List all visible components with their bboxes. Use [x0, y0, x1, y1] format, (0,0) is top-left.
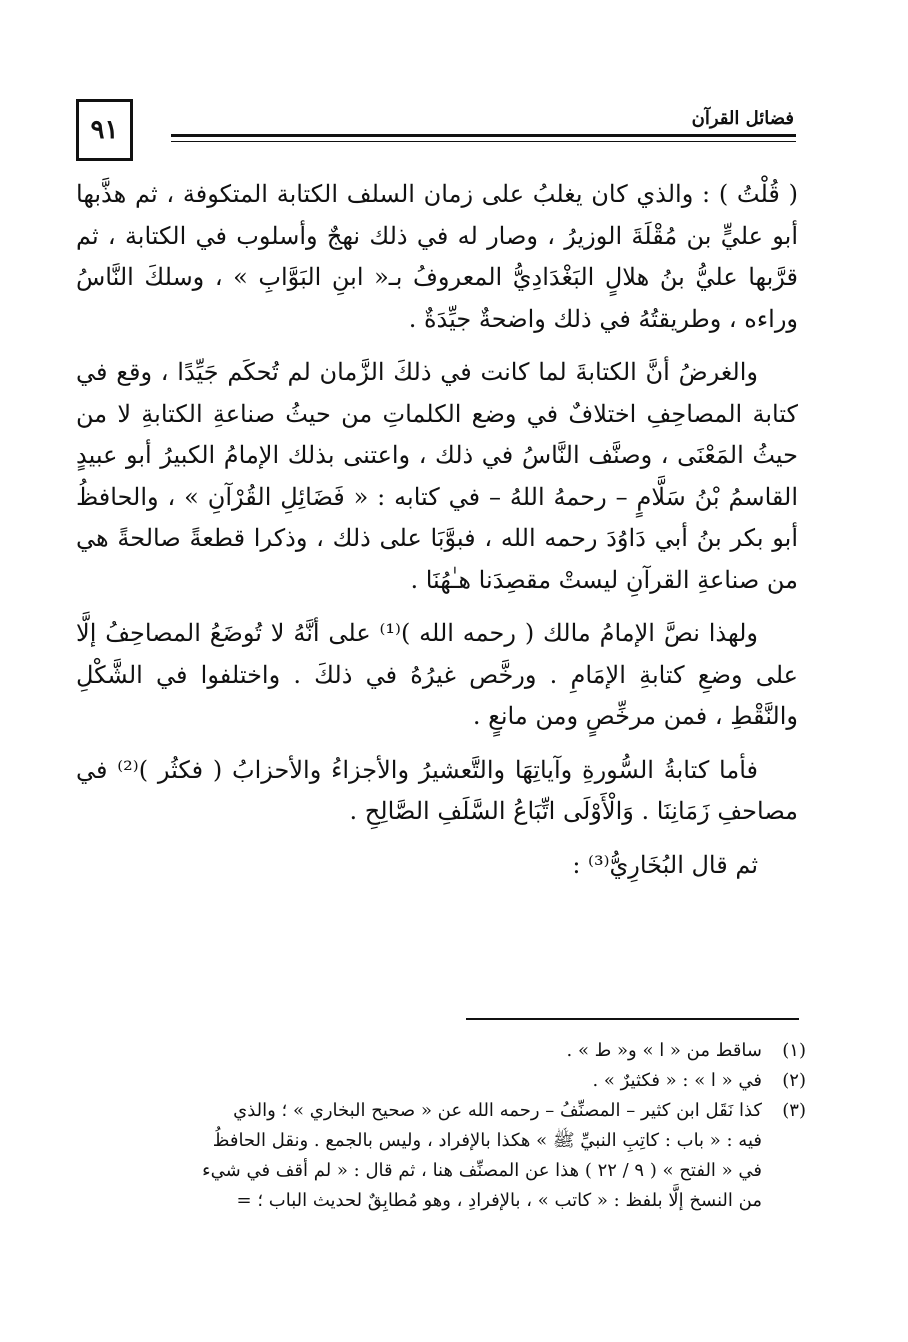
running-title: فضائل القرآن — [691, 108, 794, 129]
footnote-line: من النسخ إلَّا بلفظ : « كاتب » ، بالإفرادِ ، وهو مُطابِقٌ لحديث الباب ؛ = — [236, 1190, 762, 1211]
paragraph-1: ( قُلْتُ ) : والذي كان يغلبُ على زمان السلف الكتابة المتكوفة ، ثم هذَّبها أبو عليٍّ بن مُقْلَةَ الوزيرُ ، وصار له في ذلك نهجٌ وأسلوب في الكتابة ، ثم قرَّبها عليُّ بنُ هلالٍ البَغْدَادِيُّ المعروفُ بـ« ابنِ البَوَّابِ » ، وسلكَ النَّاسُ وراءه ، وطريقتُهُ في ذلك واضحةٌ جيِّدَةٌ . — [76, 180, 798, 333]
footnote-text — [76, 1096, 762, 1216]
footnote-text — [76, 1066, 762, 1096]
footnote-line: في « الفتح » ( ٩ / ٢٢ ) هذا عن المصنِّف هنا ، ثم قال : « لم أقف في شيء — [202, 1160, 762, 1181]
header-rule-thick — [171, 134, 796, 137]
paragraph-3: ولهذا نصَّ الإمامُ مالك ( رحمه الله )⁽¹⁾ على أنَّهُ لا تُوضَعُ المصاحِفُ إلَّا على وضعِ كتابةِ الإمَامِ . ورخَّص غيرُهُ في ذلكَ . واختلفوا في الشَّكْلِ والنَّقْطِ ، فمن مرخِّصٍ ومن مانعٍ . — [76, 619, 798, 730]
paragraph-5: ثم قال البُخَارِيُّ⁽³⁾ : — [572, 850, 758, 879]
footnote-line: فيه : « باب : كاتِبِ النبيِّ ﷺ » هكذا بالإفراد ، وليس بالجمع . ونقل الحافظُ — [212, 1130, 762, 1151]
page-number: ٩١ — [90, 115, 119, 145]
footnote-marker: (٢) — [782, 1070, 806, 1091]
footnote-1 — [76, 1036, 806, 1066]
paragraph-2: والغرضُ أنَّ الكتابةَ لما كانت في ذلكَ الزَّمان لم تُحكَم جَيِّدًا ، وقع في كتابة المصاحِفِ اختلافٌ في وضع الكلماتِ من حيثُ صناعةِ الكتابةِ لا من حيثُ المَعْنَى ، وصنَّف النَّاسُ في ذلك ، واعتنى بذلك الإمامُ الكبيرُ أبو عبيدٍ القاسمُ بْنُ سَلَّامٍ – رحمهُ اللهُ – في كتابه : « فَضَائِلِ القُرْآنِ » ، والحافظُ أبو بكر بنُ أبي دَاوُدَ رحمه الله ، فبوَّبَا على ذلك ، وذكرا قطعةً صالحةً هي من صناعةِ القرآنِ ليستْ مقصِدَنا هـٰهُنَا . — [76, 358, 798, 594]
footnotes — [76, 1036, 806, 1216]
paragraph-4: فأما كتابةُ السُّورةِ وآياتِهَا والتَّعشيرُ والأجزاءُ والأحزابُ ( فكثُر )⁽²⁾ في مصاحفِ زَمَانِنَا . وَالْأَوْلَى اتِّبَاعُ السَّلَفِ الصَّالِحِ . — [76, 755, 798, 825]
footnote-2 — [76, 1066, 806, 1096]
page-number-box — [76, 99, 133, 161]
footnote-separator — [466, 1018, 799, 1020]
footnote-marker: (٣) — [782, 1100, 806, 1121]
header-rule-thin — [171, 141, 796, 142]
footnote-line: ساقط من « ا » و« ط » . — [566, 1040, 762, 1061]
body-text — [76, 174, 798, 886]
footnote-text — [76, 1036, 762, 1066]
footnote-line: كذا نَقَل ابن كثير – المصنِّفُ – رحمه الله عن « صحيح البخاري » ؛ والذي — [233, 1100, 762, 1121]
footnote-line: في « ا » : « فكثيرٌ » . — [592, 1070, 762, 1091]
footnote-3 — [76, 1096, 806, 1216]
footnote-marker: (١) — [782, 1040, 806, 1061]
